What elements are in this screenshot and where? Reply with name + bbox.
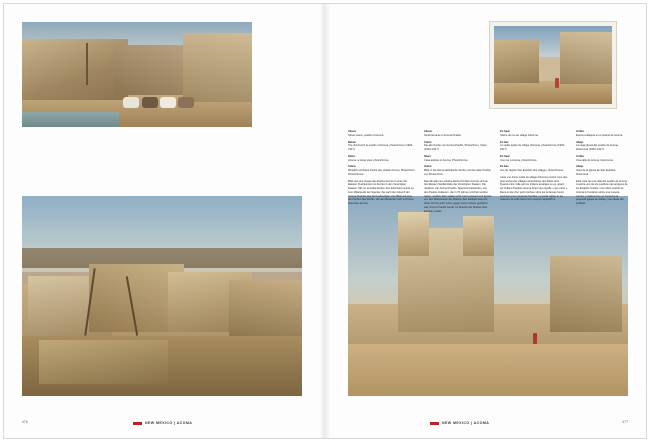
caption-line: Oben: Casa adobes in Acoma, Photochrome.: [424, 155, 492, 163]
caption-column-french: [500, 130, 568, 205]
caption-flag: Below: [348, 140, 356, 144]
adobe-wall-left: [22, 39, 128, 100]
caption-column-german: [424, 130, 492, 216]
caption-flag: Above: [348, 130, 356, 133]
caption-text: Une rue à Acoma, photochrome.: [500, 158, 538, 162]
running-head-right-text: NEW MEXICO | ACOMA: [442, 421, 490, 425]
caption-column-english: [348, 130, 416, 209]
running-head-left-text: NEW MEXICO | ACOMA: [145, 421, 193, 425]
church-tower-left: [398, 212, 429, 256]
caption-text: Street scene, pueblo of Acoma.: [348, 133, 385, 137]
caption-flag: En haut: [500, 130, 510, 133]
caption-line: Unten: Die alte Kirche von Acoma Pueblo, Photochrom, Carta (1903–1917).: [424, 141, 492, 152]
sand-dunes: [348, 344, 628, 396]
photo-acoma-street: [22, 22, 252, 127]
horse: [160, 97, 176, 108]
church-tower-right: [463, 216, 494, 256]
caption-flag: Abajo: [576, 140, 584, 144]
caption-line: Unten: Blick in die kleine katholische Kirche und des alten Pueblo von Photochrom.: [424, 165, 491, 176]
caption-body: Blick auf eine Gasse des Dorfes Acoma in einer der ältesten Pueblositzen ist Acoma in den Vereinigten Staaten. Mit zur amerikanischen Zeit kolonisiert wurde es zum Mittelpunkt der Spanier, die nach der Ankunft der Acoma Pueblos das Dorf aufsuchten. Der Blick auf eine der Kirchen des Dorfes, die der Missionar noch in Acoma besuchen konnte.: [348, 179, 414, 205]
caption-flag: Arriba: [576, 130, 584, 133]
caption-line: Unten: Westlich errichtete Kirche des pueblo Acoma, Photochrom, Photochrome.: [348, 165, 416, 176]
caption-text: Acoma, a street view, photochrome.: [348, 158, 390, 162]
caption-line: En bas: La vieille église du village d'Acoma, photochrome (1903–1917).: [500, 141, 568, 152]
caption-line: Below: The old church at pueblo of Acoma, photochrome (1903–1917).: [348, 141, 416, 152]
photo-acoma-mission-church: [348, 196, 628, 396]
adobe-wall-right: [183, 33, 252, 102]
folio-left: 476: [22, 420, 28, 424]
foreground-wall: [39, 340, 168, 384]
running-head-left: [133, 421, 192, 425]
convento-annex: [550, 256, 623, 332]
caption-text: Blick in die kleine katholische Kirche und des alten Pueblo von Photochrom.: [424, 169, 491, 176]
caption-text: Vue de l'église San Esteban des villages, photochrome.: [500, 169, 564, 172]
adobe-building-right: [560, 32, 612, 83]
rule-mark: [133, 422, 142, 425]
caption-flag: Oben: [348, 154, 355, 158]
caption-flag: En bas: [500, 165, 509, 169]
horse: [142, 97, 158, 108]
caption-line: Arriba: Una calle de Acoma, fotocromía.: [576, 155, 628, 163]
caption-flag: En bas: [500, 140, 509, 144]
caption-body: Cette vue d'une ruelle du village d'Acoma montre l'une des plus anciennes villages américaines des États-Unis. Quand entre mille par les Indiens assiégés ou en retard, les Indiens Pueblos Acoma furent qui signifie « qui ouvre ». Dans le site d'un point rocheux dont les terrasses furent pourvues pour plusieurs familles. La petite église et les maisons de cette façon font toujours aujourd'hui.: [500, 175, 568, 202]
photo-ground: [494, 81, 612, 104]
adobe-wall-middle: [114, 45, 192, 95]
adobe-building-left: [494, 40, 539, 83]
horse: [178, 97, 194, 108]
caption-text: Westlich errichtete Kirche des pueblo Acoma, Photochrom, Photochrome.: [348, 169, 416, 176]
caption-body: Esta vista de una calle del pueblo de Acoma muestra uno de los pueblos más antiguos de los Estados Unidos. Los indios pueblo de Acoma lo fundaron sobre una meseta rocosa, y todavía hoy se conserva la pequeña iglesia de adobe y las casas del poblado.: [576, 179, 628, 205]
caption-flag: Unten: [424, 140, 432, 144]
caption-flag: En haut: [500, 154, 510, 158]
caption-text: Una calle de Acoma, fotocromía.: [576, 158, 614, 162]
caption-text: Casa adobes in Acoma, Photochrome.: [424, 158, 469, 162]
folio-right: 477: [622, 420, 628, 424]
figure: [555, 78, 559, 88]
caption-line: Abajo: Vista de la iglesia de San Esteban, fotocromía.: [576, 165, 628, 176]
running-head-right: [430, 421, 489, 425]
caption-flag: Above: [424, 130, 432, 133]
caption-text: Die alte Kirche von Acoma Pueblo, Photochrom, Carta (1903–1917).: [424, 144, 487, 151]
photo-acoma-pueblo-village: [22, 196, 302, 396]
horse: [123, 97, 139, 108]
caption-line: Arriba: Escena callejera en el pueblo de Acoma.: [576, 130, 628, 138]
caption-flag: Arriba: [576, 154, 584, 158]
caption-flag: Unten: [424, 165, 432, 169]
rule-mark: [430, 422, 439, 425]
caption-column-spanish: [576, 130, 628, 209]
caption-line: Above: Small terraces in Acoma Pueblo.: [424, 130, 492, 138]
caption-line: Abajo: La vieja iglesia del pueblo de Acoma, fotocromía (1903–1917).: [576, 141, 628, 152]
caption-text: Scène de rue au village d'Acoma.: [500, 133, 539, 137]
caption-text: Vista de la iglesia de San Esteban, fotocromía.: [576, 169, 617, 176]
adobe-block: [229, 280, 302, 336]
caption-text: Small terraces in Acoma Pueblo.: [424, 133, 462, 137]
caption-flag: Abajo: [576, 165, 584, 169]
photo-acoma-pueblo-postcard: [490, 22, 616, 108]
photo-water: [22, 112, 119, 127]
page-gutter: [321, 4, 330, 438]
caption-flag: Unten: [348, 165, 356, 169]
caption-text: La vieja iglesia del pueblo de Acoma, fotocromía (1903–1917).: [576, 144, 619, 151]
caption-line: En haut: Une rue à Acoma, photochrome.: [500, 155, 568, 163]
caption-body: Das damals neu erbaute kleine Kirchlein konnte sich an der ältesten Siedlerstätte der Vereinigten Staaten. Die niederen von Acoma Pueblo, Spanisch bestanden, von den Pueblo-Indianern, die in 70 Jahren errichtet worden waren, wurden aber später nicht mehr erneuert und bereits von den Missionaren der Mission San Esteban besucht, deren Kirche auch schon gegen einen Felsen gepflanzt war. Acoma Pueblo wurde zur Mission der Mission San Esteban erklärt.: [424, 179, 492, 213]
caption-text: La vieille église du village d'Acoma, photochrome (1903–1917).: [500, 144, 566, 151]
ladder-icon: [86, 43, 88, 85]
caption-flag: Oben: [424, 154, 431, 158]
caption-text: Escena callejera en el pueblo de Acoma.: [576, 133, 623, 137]
caption-text: The old church at pueblo of Acoma, photochrome (1903–1917).: [348, 144, 414, 151]
caption-line: Oben: Acoma, a street view, photochrome.: [348, 155, 416, 163]
figure: [533, 333, 537, 344]
caption-line: Above: Street scene, pueblo of Acoma.: [348, 130, 416, 138]
caption-line: En bas: Vue de l'église San Esteban des villages, photochrome.: [500, 165, 568, 173]
caption-line: En haut: Scène de rue au village d'Acoma.: [500, 130, 568, 138]
